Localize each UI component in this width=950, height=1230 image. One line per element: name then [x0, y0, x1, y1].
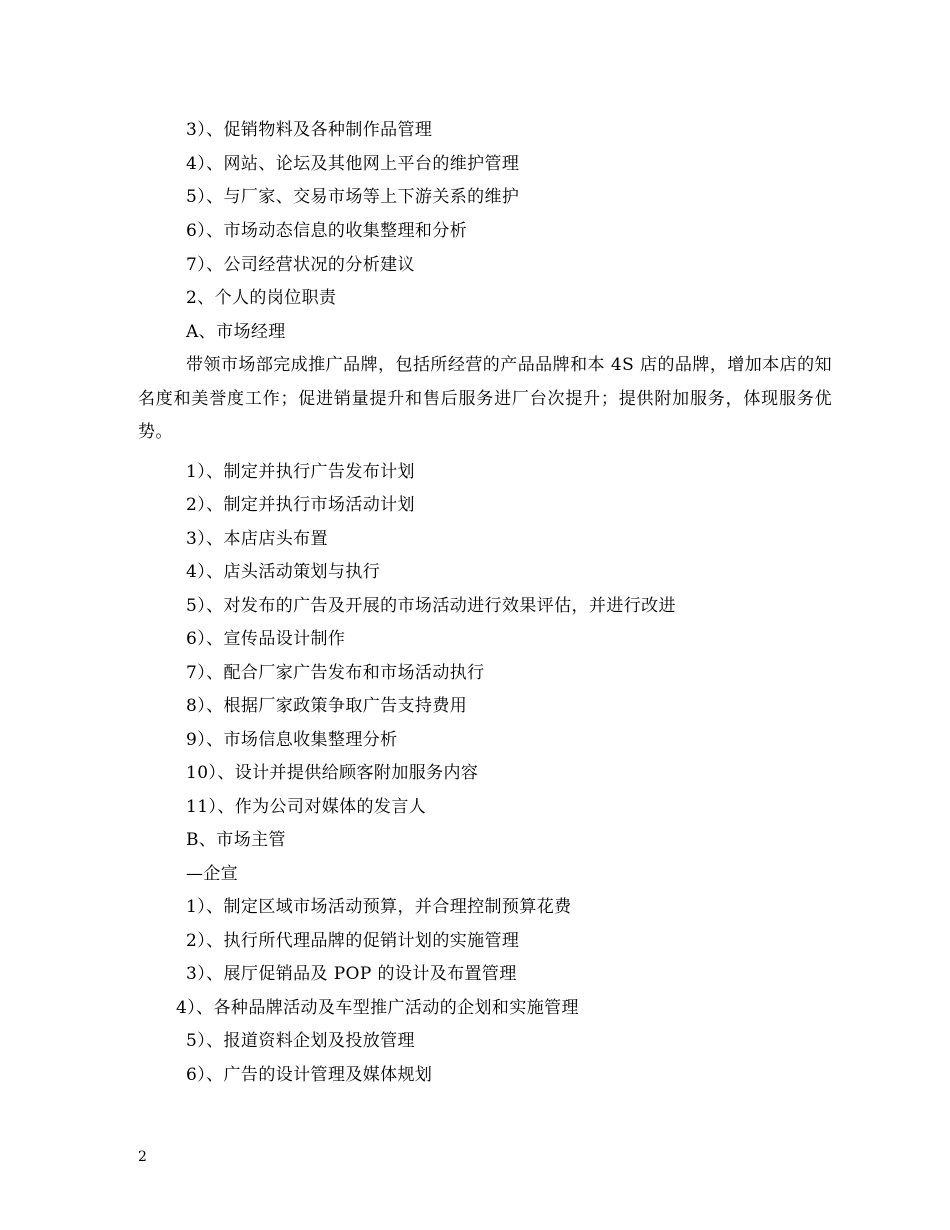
list-item: 1）、制定并执行广告发布计划 [186, 462, 415, 482]
list-item: 9）、市场信息收集整理分析 [186, 730, 398, 750]
subsection-label: —企宣 [186, 864, 239, 884]
list-item: 4）、各种品牌活动及车型推广活动的企划和实施管理 [176, 998, 579, 1018]
section-heading: 2、个人的岗位职责 [186, 288, 337, 308]
subsection-heading: B、市场主管 [186, 830, 286, 850]
list-item: 7）、公司经营状况的分析建议 [186, 255, 415, 275]
list-item: 5）、报道资料企划及投放管理 [186, 1031, 415, 1051]
list-item: 5）、对发布的广告及开展的市场活动进行效果评估，并进行改进 [186, 596, 676, 616]
list-item: 4）、网站、论坛及其他网上平台的维护管理 [186, 154, 520, 174]
list-item: 6）、市场动态信息的收集整理和分析 [186, 221, 468, 241]
list-item: 7）、配合厂家广告发布和市场活动执行 [186, 663, 485, 683]
subsection-heading: A、市场经理 [186, 322, 286, 342]
list-item: 6）、宣传品设计制作 [186, 629, 346, 649]
list-item: 2）、执行所代理品牌的促销计划的实施管理 [186, 931, 520, 951]
list-item: 3）、展厅促销品及 POP 的设计及布置管理 [186, 964, 517, 984]
list-item: 11）、作为公司对媒体的发言人 [186, 797, 427, 817]
page-number: 2 [138, 1149, 147, 1165]
body-paragraph: 带领市场部完成推广品牌，包括所经营的产品品牌和本 4S 店的品牌，增加本店的知名度和美誉度工作；促进销量提升和售后服务进厂台次提升；提供附加服务，体现服务优势。 [138, 355, 832, 442]
list-item: 3）、本店店头布置 [186, 529, 328, 549]
list-item: 2）、制定并执行市场活动计划 [186, 495, 415, 515]
list-item: 10）、设计并提供给顾客附加服务内容 [186, 763, 479, 783]
list-item: 5）、与厂家、交易市场等上下游关系的维护 [186, 187, 520, 207]
list-item: 6）、广告的设计管理及媒体规划 [186, 1065, 433, 1085]
list-item: 8）、根据厂家政策争取广告支持费用 [186, 696, 468, 716]
list-item: 4）、店头活动策划与执行 [186, 562, 381, 582]
list-item: 1）、制定区域市场活动预算，并合理控制预算花费 [186, 897, 572, 917]
list-item: 3）、促销物料及各种制作品管理 [186, 120, 433, 140]
